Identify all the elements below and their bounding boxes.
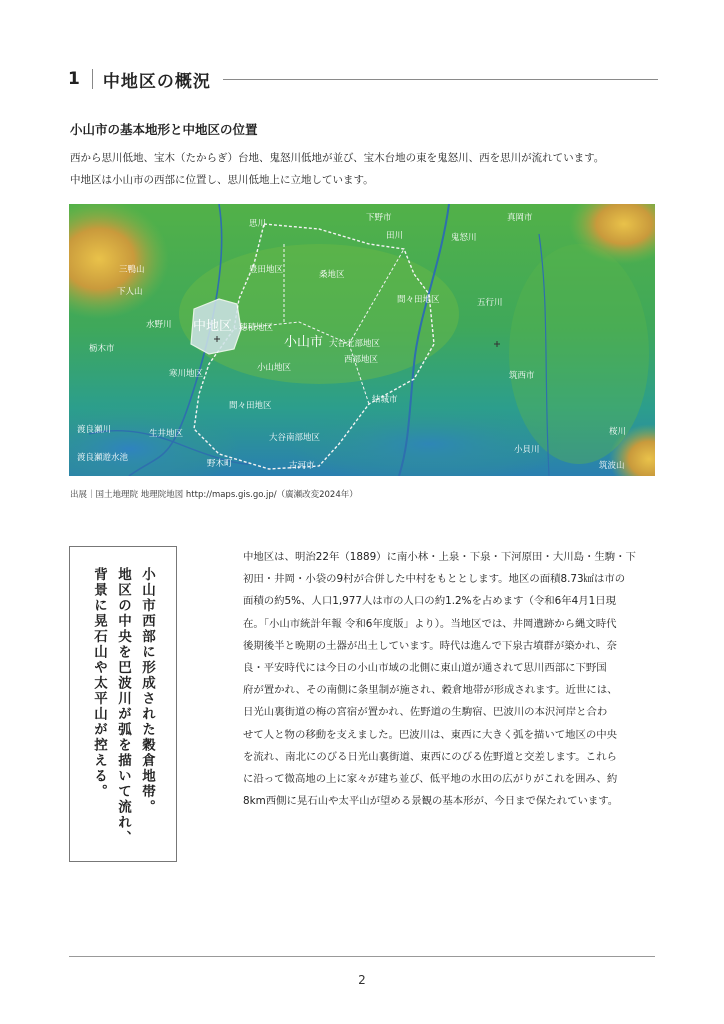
- map-label: 下野市: [366, 213, 392, 223]
- body-paragraph: [243, 546, 659, 812]
- map-label: 桜川: [609, 427, 627, 437]
- map-label: 渡良瀬遊水池: [77, 453, 129, 463]
- map-label: 間々田地区: [229, 401, 272, 411]
- map-label: 寒川地区: [169, 369, 204, 379]
- intro-text: [70, 147, 670, 191]
- section-heading: [68, 66, 658, 92]
- section-title: 中地区の概況: [102, 71, 211, 92]
- callout-box: [69, 546, 177, 862]
- map-label: 三鴨山: [119, 265, 145, 275]
- map-label: 筑西市: [509, 371, 535, 381]
- map-label: 小貝川: [514, 445, 540, 455]
- body-line: を流れ、南北にのびる日光山裏街道、東西にのびる佐野道と交差します。これら: [243, 750, 617, 763]
- map-label: 結城市: [372, 395, 398, 405]
- map-label: 水野川: [146, 320, 172, 330]
- intro-line: 西から思川低地、宝木（たからぎ）台地、鬼怒川低地が並び、宝木台地の東を鬼怒川、西を思川が流れています。: [70, 152, 605, 164]
- map-label: 下人山: [117, 287, 143, 297]
- map-label: 筑波山: [599, 461, 625, 471]
- callout-column: 地区の中央を巴波川が弧を描いて流れ、: [115, 567, 131, 846]
- map-label-oyama-city: 小山市: [284, 335, 324, 350]
- map-label: 思川: [249, 219, 267, 229]
- map-source-caption: 出展｜国土地理院 地理院地図 http://maps.gis.go.jp/（廣瀬改変2024年）: [70, 490, 358, 500]
- map-label: 間々田地区: [397, 295, 440, 305]
- body-line: 中地区は、明治22年（1889）に南小林・上泉・下泉・下河原田・大川島・生駒・下: [243, 551, 636, 563]
- section-rule: [223, 79, 658, 80]
- subsection-title: 小山市の基本地形と中地区の位置: [70, 122, 258, 137]
- map-label: 大谷北部地区: [329, 339, 381, 349]
- map-label: 鬼怒川: [451, 233, 477, 243]
- body-line: 後期後半と晩期の土器が出土しています。時代は進んで下泉古墳群が築かれ、奈: [243, 639, 617, 652]
- body-line: 日光山裏街道の梅の宮宿が置かれ、佐野道の生駒宿、巴波川の本沢河岸と合わ: [243, 706, 608, 719]
- map-label: 真岡市: [507, 213, 533, 223]
- map-label: 大谷南部地区: [269, 433, 321, 443]
- callout-column: 背景に晃石山や太平山が控える。: [91, 567, 107, 800]
- body-line: 在。「小山市統計年報 令和6年度版」より）。当地区では、井岡遺跡から縄文時代: [243, 617, 617, 630]
- map-label-naka: 中地区: [193, 319, 233, 334]
- map-label: 穂積地区: [239, 323, 274, 333]
- map-label: 桑地区: [319, 270, 345, 280]
- map-label: 生井地区: [149, 429, 184, 439]
- body-line: に沿って微高地の上に家々が建ち並び、低平地の水田の広がりがこれを囲み、約: [243, 773, 618, 786]
- callout-column: 小山市西部に形成された穀倉地帯。: [139, 567, 155, 815]
- body-line: せて人と物の移動を支えました。巴波川は、東西に大きく弧を描いて地区の中央: [243, 728, 618, 741]
- map-label: 栃木市: [89, 344, 115, 354]
- body-line: 面積の約5%、人口1,977人は市の人口の約1.2%を占めます（令和6年4月1日現: [243, 595, 617, 608]
- map-label: 西部地区: [344, 355, 379, 365]
- body-line: 初田・井岡・小袋の9村が合併した中村をもととします。地区の面積8.73㎢は市の: [243, 573, 626, 586]
- relief-map: [69, 204, 655, 476]
- callout-columns: [90, 567, 156, 846]
- map-label: 渡良瀬川: [77, 425, 112, 435]
- footer-rule: [69, 956, 655, 957]
- map-label: 豊田地区: [249, 265, 284, 275]
- body-line: 府が置かれ、その南側に条里制が施され、穀倉地帯が形成されます。近世には、: [243, 684, 618, 697]
- map-label: 野木町: [207, 459, 233, 469]
- page-number: 2: [358, 973, 366, 987]
- body-line: 良・平安時代には今日の小山市域の北側に東山道が通されて思川西部に下野国: [243, 662, 607, 675]
- map-label: 田川: [386, 231, 404, 241]
- map-label: 小山地区: [257, 363, 292, 373]
- section-number: 1: [68, 69, 80, 89]
- map-label: 古河市: [289, 461, 315, 471]
- body-line: 8km西側に晃石山や太平山が望める景観の基本形が、今日まで保たれています。: [243, 795, 619, 808]
- map-label: 五行川: [477, 298, 503, 308]
- intro-line: 中地区は小山市の西部に位置し、思川低地上に立地しています。: [70, 174, 374, 186]
- section-divider: [92, 69, 93, 89]
